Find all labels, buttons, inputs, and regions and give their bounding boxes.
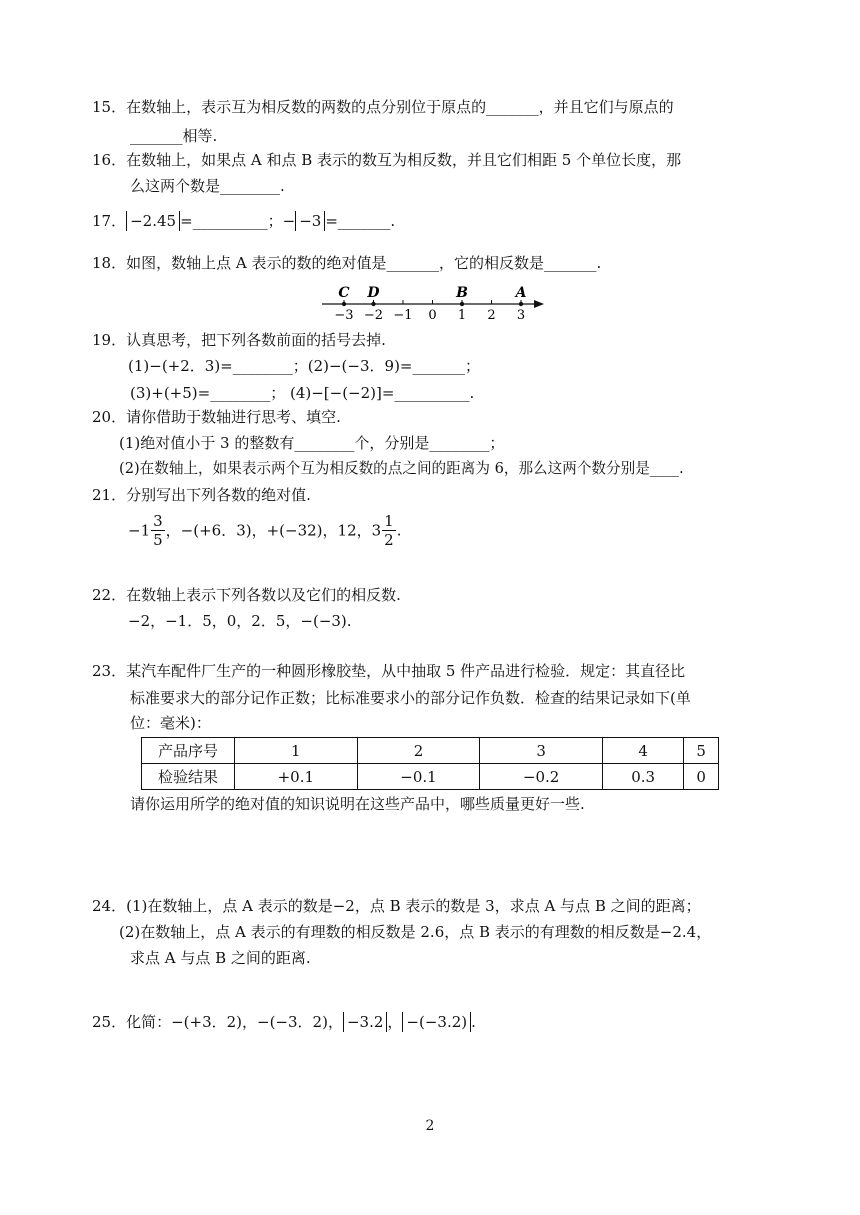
table-cell: 4	[602, 738, 683, 764]
table-cell: 0	[684, 764, 719, 790]
q21-rest: ，−(+6．3)，+(−32)，12，	[165, 521, 372, 540]
q21-frac1-whole: −1	[128, 521, 151, 540]
q23-line2: 标准要求大的部分记作正数；比标准要求小的部分记作负数．检查的结果记录如下(单	[130, 689, 691, 707]
q21-frac1-denominator: 5	[153, 531, 163, 549]
q25-abs1: −3.2	[343, 1012, 387, 1032]
number-line-point	[371, 302, 375, 306]
table-cell: 0.3	[602, 764, 683, 790]
q23-line3: 位：毫米)：	[130, 714, 211, 732]
q17-neg: −	[282, 212, 296, 230]
q25-end: .	[471, 1013, 476, 1031]
q17-end: =_______.	[325, 212, 396, 230]
number-line-point	[342, 302, 346, 306]
q22-line2: −2，−1．5，0，2．5，−(−3).	[128, 612, 352, 630]
table-cell: −0.2	[480, 764, 603, 790]
q20-line2: (1)绝对值小于 3 的整数有________个，分别是________；	[119, 434, 505, 452]
number-line-tick-label: −2	[363, 308, 384, 320]
page-number: 2	[425, 1118, 435, 1134]
table-header-row	[142, 738, 719, 764]
number-line-figure	[320, 282, 550, 320]
q25-prefix: 25．化简：−(+3．2)，−(−3．2)，	[92, 1013, 343, 1031]
table-cell: 1	[235, 738, 358, 764]
table-cell: −0.1	[357, 764, 480, 790]
number-line-arrow	[534, 300, 544, 308]
q21-frac2-numerator: 1	[384, 512, 394, 530]
q21-line1: 21．分别写出下列各数的绝对值.	[92, 486, 311, 504]
q21-frac2-whole: 3	[371, 521, 382, 540]
q21-frac1-numerator: 3	[153, 512, 163, 530]
number-line-tick-label: 0	[428, 308, 437, 320]
number-line-point-label: D	[367, 285, 380, 301]
number-line-point-label: C	[338, 285, 350, 301]
table-cell: 5	[684, 738, 719, 764]
q24-line2: (2)在数轴上，点 A 表示的有理数的相反数是 2.6，点 B 表示的有理数的相反数是−2.4，	[119, 923, 712, 941]
q23-line1: 23．某汽车配件厂生产的一种圆形橡胶垫，从中抽取 5 件产品进行检验．规定：其直径比	[92, 662, 686, 680]
q19-line1: 19．认真思考，把下列各数前面的括号去掉.	[92, 331, 386, 349]
q17-abs1: −2.45	[126, 211, 180, 231]
number-line-tick-label: 1	[457, 308, 467, 320]
table-cell: 产品序号	[142, 738, 235, 764]
number-line-tick-label: −1	[393, 308, 413, 320]
table-cell: 2	[357, 738, 480, 764]
q15-line1: 15．在数轴上，表示互为相反数的两数的点分别位于原点的_______，并且它们与原点的	[92, 98, 674, 116]
q16-line2: 么这两个数是________.	[130, 177, 285, 195]
table-row	[142, 764, 719, 790]
number-line-point-label: A	[515, 285, 527, 301]
q17-mid: =__________；	[180, 212, 283, 230]
q19-line2: (1)−(+2．3)=________；(2)−(−3．9)=_______；	[128, 357, 480, 375]
q22-line1: 22．在数轴上表示下列各数以及它们的相反数.	[92, 586, 401, 604]
number-line-point-label: B	[456, 285, 468, 301]
table-cell: +0.1	[235, 764, 358, 790]
q24-line3: 求点 A 与点 B 之间的距离.	[130, 949, 311, 967]
q19-line3: (3)+(+5)=________； (4)−[−(−2)]=__________.	[130, 384, 475, 402]
number-line-tick-label: −3	[334, 308, 354, 320]
table-cell: 检验结果	[142, 764, 235, 790]
q21-frac2-denominator: 2	[384, 531, 394, 549]
q21-frac1	[151, 512, 165, 549]
table-cell: 3	[480, 738, 603, 764]
q21-values	[128, 512, 402, 549]
q15-line2: _______相等.	[130, 127, 218, 145]
q25-sep: ，	[387, 1013, 403, 1031]
q21-frac2	[382, 512, 396, 549]
q23-line4: 请你运用所学的绝对值的知识说明在这些产品中，哪些质量更好一些.	[130, 795, 585, 813]
q21-end: .	[396, 521, 402, 540]
q17-line	[92, 211, 395, 231]
q20-line1: 20．请你借助于数轴进行思考、填空.	[92, 408, 341, 426]
q17-number: 17．	[92, 212, 127, 230]
q16-line1: 16．在数轴上，如果点 A 和点 B 表示的数互为相反数，并且它们相距 5 个单位长度，那	[92, 151, 682, 169]
q20-line3: (2)在数轴上，如果表示两个互为相反数的点之间的距离为 6，那么这两个数分别是____.	[119, 460, 684, 477]
number-line-point	[460, 302, 464, 306]
q24-line1: 24．(1)在数轴上，点 A 表示的数是−2，点 B 表示的数是 3，求点 A 与点 B 之间的距离；	[92, 897, 701, 915]
number-line-tick-label: 2	[487, 308, 496, 320]
q25-abs2: −(−3.2)	[402, 1012, 471, 1032]
inspection-table	[141, 737, 719, 790]
q25-line	[92, 1012, 476, 1032]
q17-abs2: −3	[295, 211, 325, 231]
number-line-point	[519, 302, 523, 306]
number-line-tick-label: 3	[516, 308, 526, 320]
q18-line1: 18．如图，数轴上点 A 表示的数的绝对值是_______，它的相反数是_______.	[92, 254, 602, 272]
